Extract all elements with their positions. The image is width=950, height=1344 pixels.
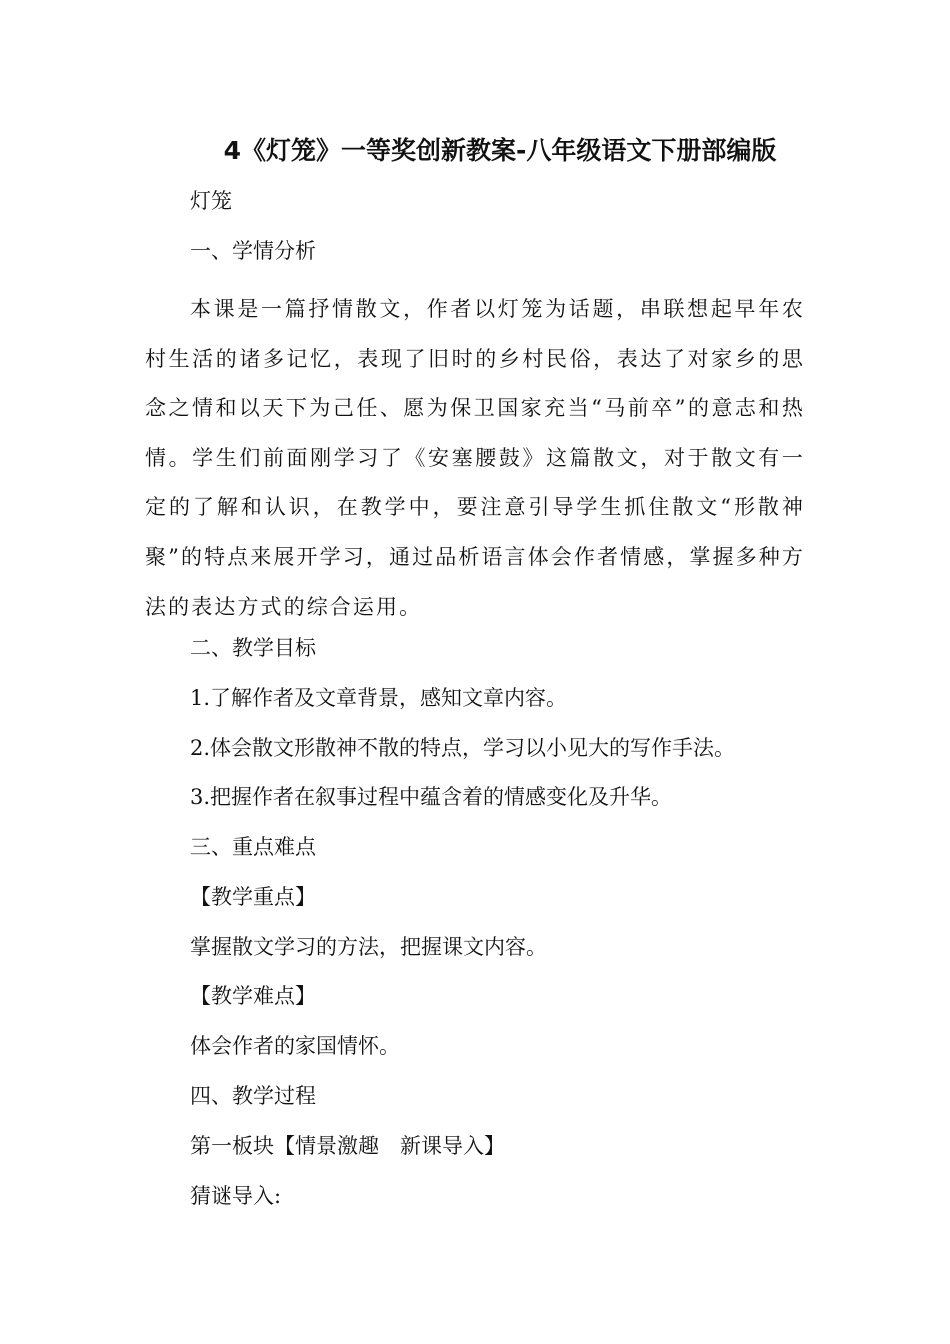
- objective-item-1: 1.了解作者及文章背景，感知文章内容。: [190, 686, 568, 710]
- objective-item-3: 3.把握作者在叙事过程中蕴含着的情感变化及升华。: [190, 785, 673, 809]
- section-heading-learner-analysis: 一、学情分析: [190, 239, 316, 263]
- lesson-name: 灯笼: [190, 189, 232, 213]
- document-title: 4《灯笼》一等奖创新教案-八年级语文下册部编版: [223, 136, 777, 165]
- difficulty-label: 【教学难点】: [190, 984, 316, 1008]
- riddle-intro: 猜谜导入:: [190, 1184, 282, 1208]
- section-heading-process: 四、教学过程: [190, 1084, 316, 1108]
- process-block-1: 第一板块【情景激趣 新课导入】: [190, 1134, 505, 1158]
- section-heading-key-points: 三、重点难点: [190, 835, 316, 859]
- objective-item-2: 2.体会散文形散神不散的特点，学习以小见大的写作手法。: [190, 736, 736, 760]
- key-point-text: 掌握散文学习的方法，把握课文内容。: [190, 935, 547, 959]
- difficulty-text: 体会作者的家国情怀。: [190, 1034, 400, 1058]
- key-point-label: 【教学重点】: [190, 885, 316, 909]
- section-heading-objectives: 二、教学目标: [190, 636, 316, 660]
- learner-analysis-paragraph: 本课是一篇抒情散文，作者以灯笼为话题，串联想起早年农村生活的诸多记忆，表现了旧时的乡村民俗，表达了对家乡的思念之情和以天下为己任、愿为保卫国家充当“马前卒”的意志和热情。学生们前面刚学习了《安塞腰鼓》这篇散文，对于散文有一定的了解和认识，在教学中，要注意引导学生抓住散文“形散神聚”的特点来展开学习，通过品析语言体会作者情感，掌握多种方法的表达方式的综合运用。: [145, 297, 805, 619]
